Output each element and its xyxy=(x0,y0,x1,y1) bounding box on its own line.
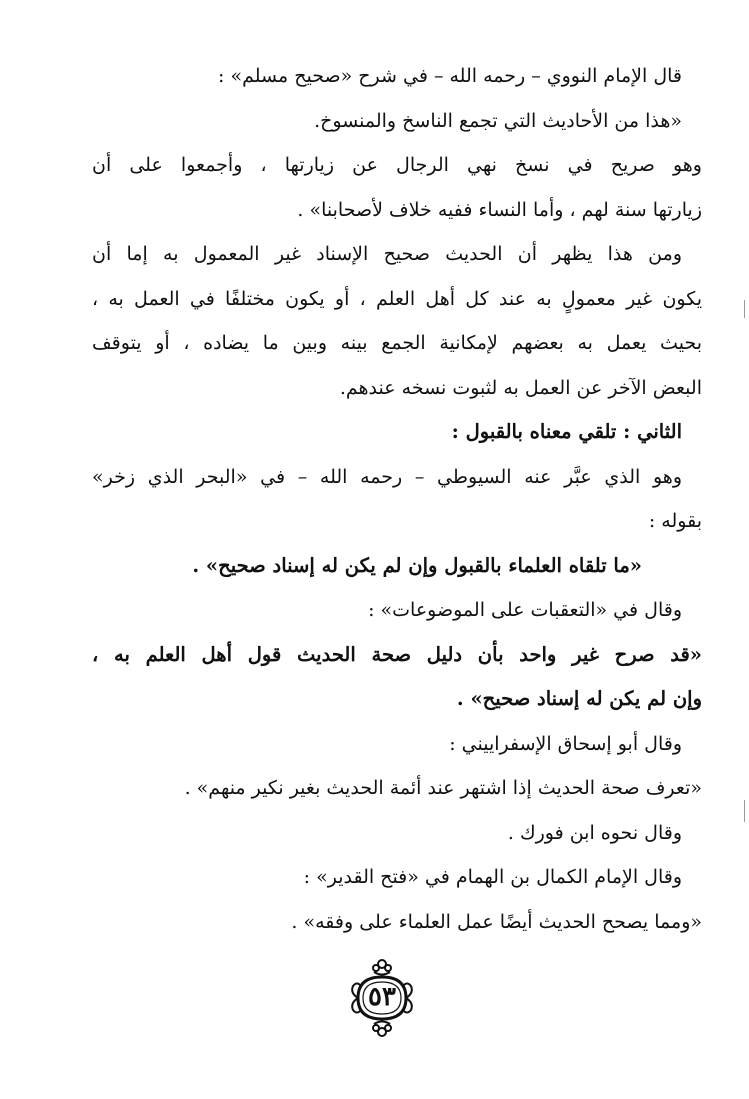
text-line: وقال نحوه ابن فورك . xyxy=(507,821,682,844)
page-number: ٥٣ xyxy=(368,982,396,1012)
text-line: بحيث يعمل به بعضهم لإمكانية الجمع بينه وبين ما يضاده ، أو يتوقف xyxy=(92,332,702,354)
quote-line: «قد صرح غير واحد بأن دليل صحة الحديث قول أهل العلم به ، xyxy=(92,642,702,666)
quote-line: وإن لم يكن له إسناد صحيح» . xyxy=(456,687,702,710)
text-line: وهو الذي عبَّر عنه السيوطي – رحمه الله – في «البحر الذي زخر» xyxy=(92,465,682,488)
quote-line: «ما تلقاه العلماء بالقبول وإن لم يكن له إسناد صحيح» . xyxy=(192,553,642,577)
text-line: البعض الآخر عن العمل به لثبوت نسخه عندهم. xyxy=(339,376,702,399)
text-line: قال الإمام النووي – رحمه الله – في شرح «صحيح مسلم» : xyxy=(218,65,682,87)
text-line: يكون غير معمولٍ به عند كل أهل العلم ، أو يكون مختلفًا في العمل به ، xyxy=(92,287,702,310)
quote-line: «ومما يصحح الحديث أيضًا عمل العلماء على وفقه» . xyxy=(291,910,702,933)
text-line: ومن هذا يظهر أن الحديث صحيح الإسناد غير المعمول به إما أن xyxy=(92,243,682,265)
quote-line: «تعرف صحة الحديث إذا اشتهر عند أئمة الحديث بغير نكير منهم» . xyxy=(184,777,702,799)
section-heading: الثاني : تلقي معناه بالقبول : xyxy=(451,420,682,443)
scan-edge-mark xyxy=(744,800,745,822)
text-line: وقال الإمام الكمال بن الهمام في «فتح القدير» : xyxy=(303,866,682,888)
quote-line: «هذا من الأحاديث التي تجمع الناسخ والمنسوخ. xyxy=(314,109,682,132)
page-number-ornament xyxy=(336,955,428,1041)
text-line: زيارتها سنة لهم ، وأما النساء ففيه خلاف لأصحابنا» . xyxy=(297,198,702,221)
page-body-text xyxy=(92,54,702,944)
scan-edge-mark xyxy=(744,300,745,318)
text-line: وقال أبو إسحاق الإسفراييني : xyxy=(449,732,682,755)
text-line: وقال في «التعقبات على الموضوعات» : xyxy=(368,599,682,621)
text-line: بقوله : xyxy=(648,510,702,532)
text-line: وهو صريح في نسخ نهي الرجال عن زيارتها ، وأجمعوا على أن xyxy=(92,154,702,176)
